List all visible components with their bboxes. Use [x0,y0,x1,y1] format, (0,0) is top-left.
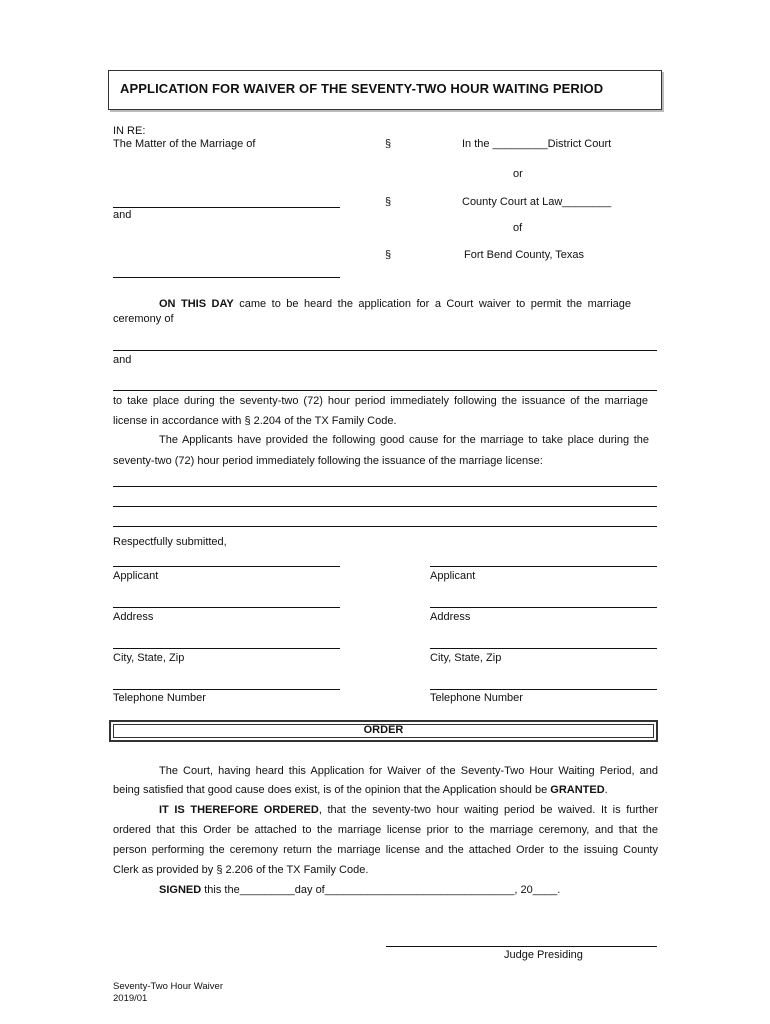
order-p1-line2: being satisfied that good cause does exist, is of the opinion that the Application should be GRANTED. [113,784,608,796]
footer-form-date: 2019/01 [113,993,148,1004]
telephone-1-line[interactable] [113,689,340,690]
respectfully-submitted: Respectfully submitted, [113,536,227,548]
matter-label: The Matter of the Marriage of [113,138,256,150]
footer-form-name: Seventy-Two Hour Waiver [113,981,223,992]
order-heading: ORDER [363,724,404,736]
good-cause-line-3[interactable] [113,526,657,527]
good-cause-line-1[interactable] [113,486,657,487]
order-p2-line1: IT IS THEREFORE ORDERED, that the seventy-two hour waiting period be waived. It is further [159,804,658,816]
address-1-line[interactable] [113,607,340,608]
section-symbol: § [385,196,392,208]
city-2-label: City, State, Zip [430,652,502,664]
good-cause-line-2[interactable] [113,506,657,507]
of-label: of [513,222,523,234]
district-court-line: In the _________District Court [462,138,612,150]
order-p2-line4: Clerk as provided by § 2.206 of the TX Family Code. [113,864,369,876]
in-re-label: IN RE: [113,125,146,137]
signed-line: SIGNED this the_________day of_______________________________, 20____. [159,884,561,896]
and-label: and [113,354,132,366]
telephone-2-line[interactable] [430,689,657,690]
address-2-label: Address [430,611,471,623]
form-title: APPLICATION FOR WAIVER OF THE SEVENTY-TWO HOUR WAITING PERIOD [120,81,604,96]
p2-line1: to take place during the seventy-two (72) hour period immediately following the issuance of the marriage [113,395,648,407]
p1-line: ON THIS DAY came to be heard the application for a Court waiver to permit the marriage [159,298,631,310]
p2-line2: license in accordance with § 2.204 of the TX Family Code. [113,415,397,427]
section-symbol: § [385,249,392,261]
telephone-2-label: Telephone Number [430,692,523,704]
judge-presiding-label: Judge Presiding [504,949,583,961]
p1-cont: ceremony of [113,313,174,325]
judge-signature-line[interactable] [386,946,657,947]
ceremony-party-2-line[interactable] [113,390,657,391]
party-1-line[interactable] [113,207,340,208]
order-p1-line1: The Court, having heard this Application for Waiver of the Seventy-Two Hour Waiting Period, and [159,765,658,777]
p3-line2: seventy-two (72) hour period immediately following the issuance of the marriage license: [113,455,543,467]
city-1-label: City, State, Zip [113,652,185,664]
order-p2-line2: ordered that this Order be attached to the marriage license prior to the marriage ceremony, and that the [113,824,658,836]
county-label: Fort Bend County, Texas [464,249,585,261]
city-1-line[interactable] [113,648,340,649]
address-2-line[interactable] [430,607,657,608]
county-court-line: County Court at Law________ [462,196,612,208]
city-2-line[interactable] [430,648,657,649]
applicant-2-label: Applicant [430,570,476,582]
p3-line1: The Applicants have provided the following good cause for the marriage to take place during the [159,434,649,446]
applicant-2-signature-line[interactable] [430,566,657,567]
address-1-label: Address [113,611,154,623]
telephone-1-label: Telephone Number [113,692,206,704]
applicant-1-label: Applicant [113,570,159,582]
and-label: and [113,209,132,221]
ceremony-party-1-line[interactable] [113,350,657,351]
party-2-line[interactable] [113,277,340,278]
applicant-1-signature-line[interactable] [113,566,340,567]
order-p2-line3: person performing the ceremony return the marriage license and the attached Order to the issuing County [113,844,658,856]
or-label: or [513,168,523,180]
section-symbol: § [385,138,392,150]
